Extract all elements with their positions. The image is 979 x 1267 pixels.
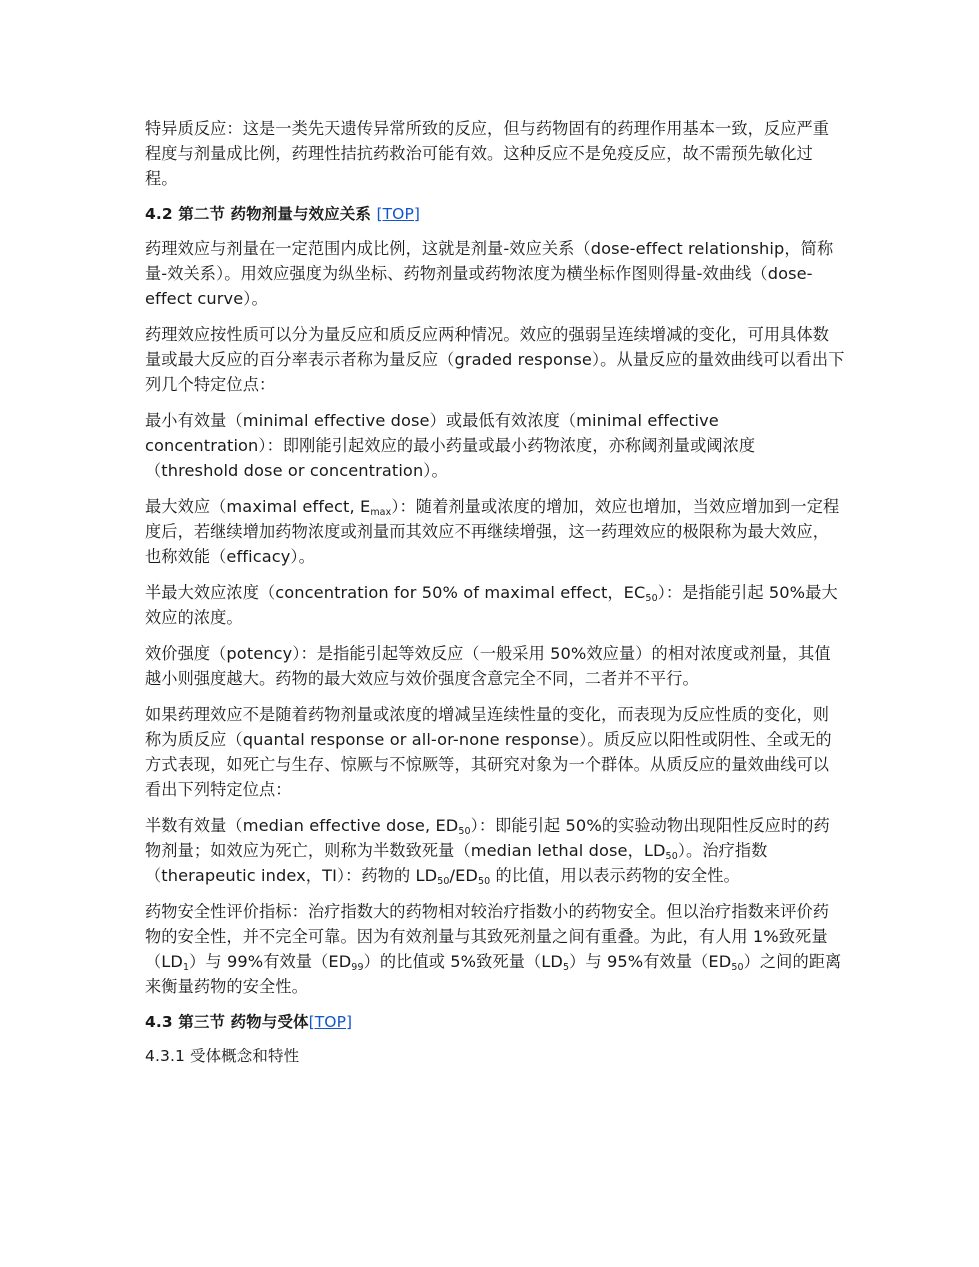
subscript: 50	[437, 876, 450, 887]
section-heading-4-2	[145, 202, 845, 227]
text-run: ）：随着剂量或浓度的增加，效应也增加，当效应增加到一定程度后，若继续增加药物浓度或剂量而其效应不再继续增强，这一药理效应的极限称为最大效应，也称效能（efficacy）。	[145, 497, 840, 566]
top-link-4-2[interactable]: [TOP]	[376, 205, 421, 223]
paragraph-safety-index	[145, 899, 845, 999]
text-run: 药物安全性评价指标：治疗指数大的药物相对较治疗指数小的药物安全。但以治疗指数来评价药物的安全性，并不完全可靠。因为有效剂量与其致死剂量之间有重叠。为此，有人用 1%致死量（LD	[145, 902, 830, 971]
text-run: ）：即能引起 50%的实验动物出现阳性反应时的药物剂量；如效应为死亡，则称为半数致死量（median lethal dose，LD	[145, 816, 830, 860]
text-run: 的比值，用以表示药物的安全性。	[490, 866, 740, 885]
paragraph-idiosyncratic-reaction: 特异质反应：这是一类先天遗传异常所致的反应，但与药物固有的药理作用基本一致，反应严重程度与剂量成比例，药理性拮抗药救治可能有效。这种反应不是免疫反应，故不需预先敏化过程。	[145, 119, 830, 188]
paragraph-ec50	[145, 580, 845, 630]
subscript: 50	[731, 962, 744, 973]
subscript: 50	[665, 851, 678, 862]
text-run: ）的比值或 5%致死量（LD	[363, 952, 563, 971]
paragraph-potency: 效价强度（potency）：是指能引起等效反应（一般采用 50%效应量）的相对浓度或剂量，其值越小则强度越大。药物的最大效应与效价强度含意完全不同，二者并不平行。	[145, 644, 831, 688]
text-run: ）与 99%有效量（ED	[189, 952, 352, 971]
subscript: 50	[645, 593, 658, 604]
text-run: ）与 95%有效量（ED	[569, 952, 732, 971]
top-link-4-3[interactable]: [TOP]	[308, 1013, 353, 1031]
section-title-4-2: 4.2 第二节 药物剂量与效应关系	[145, 205, 377, 223]
paragraph-minimal-effective-dose: 最小有效量（minimal effective dose）或最低有效浓度（minimal effective concentration）：即刚能引起效应的最小药量或最小药物浓度，亦称阈剂量或阈浓度（threshold dose or concentration）。	[145, 411, 756, 480]
text-run: /ED	[449, 866, 478, 885]
text-run: ）：是指能引起 50%最大效应的浓度。	[145, 583, 838, 627]
subscript: 1	[182, 962, 190, 973]
paragraph-graded-response: 药理效应按性质可以分为量反应和质反应两种情况。效应的强弱呈连续增减的变化，可用具体数量或最大反应的百分率表示者称为量反应（graded response）。从量反应的量效曲线可以看出下列几个特定位点：	[145, 325, 845, 394]
paragraph-ed50	[145, 813, 845, 888]
subscript: 99	[351, 962, 364, 973]
text-run: 半最大效应浓度（concentration for 50% of maximal effect，EC	[145, 583, 646, 602]
subsection-heading-4-3-1: 4.3.1 受体概念和特性	[145, 1047, 300, 1065]
paragraph-quantal-response: 如果药理效应不是随着药物剂量或浓度的增减呈连续性量的变化，而表现为反应性质的变化，则称为质反应（quantal response or all-or-none response）。质反应以阳性或阴性、全或无的方式表现，如死亡与生存、惊厥与不惊厥等，其研究对象为一个群体。从质反应的量效曲线可以看出下列特定位点：	[145, 705, 832, 799]
subscript: 50	[458, 826, 471, 837]
subscript: 50	[477, 876, 491, 887]
text-run: ）。治疗指数（therapeutic index，TI）：药物的 LD	[145, 841, 768, 885]
section-heading-4-3	[145, 1010, 845, 1035]
text-run: 最大效应（maximal effect, E	[145, 497, 371, 516]
subscript: 5	[563, 962, 570, 973]
subscript: max	[370, 507, 392, 518]
text-run: 半数有效量（median effective dose, ED	[145, 816, 459, 835]
paragraph-dose-effect: 药理效应与剂量在一定范围内成比例，这就是剂量-效应关系（dose-effect relationship，简称量-效关系）。用效应强度为纵坐标、药物剂量或药物浓度为横坐标作图则得量-效曲线（dose-effect curve）。	[145, 239, 834, 308]
document-page	[145, 116, 845, 1080]
paragraph-maximal-effect	[145, 494, 845, 569]
section-title-4-3: 4.3 第三节 药物与受体	[145, 1013, 309, 1031]
text-run: ）之间的距离来衡量药物的安全性。	[145, 952, 842, 996]
